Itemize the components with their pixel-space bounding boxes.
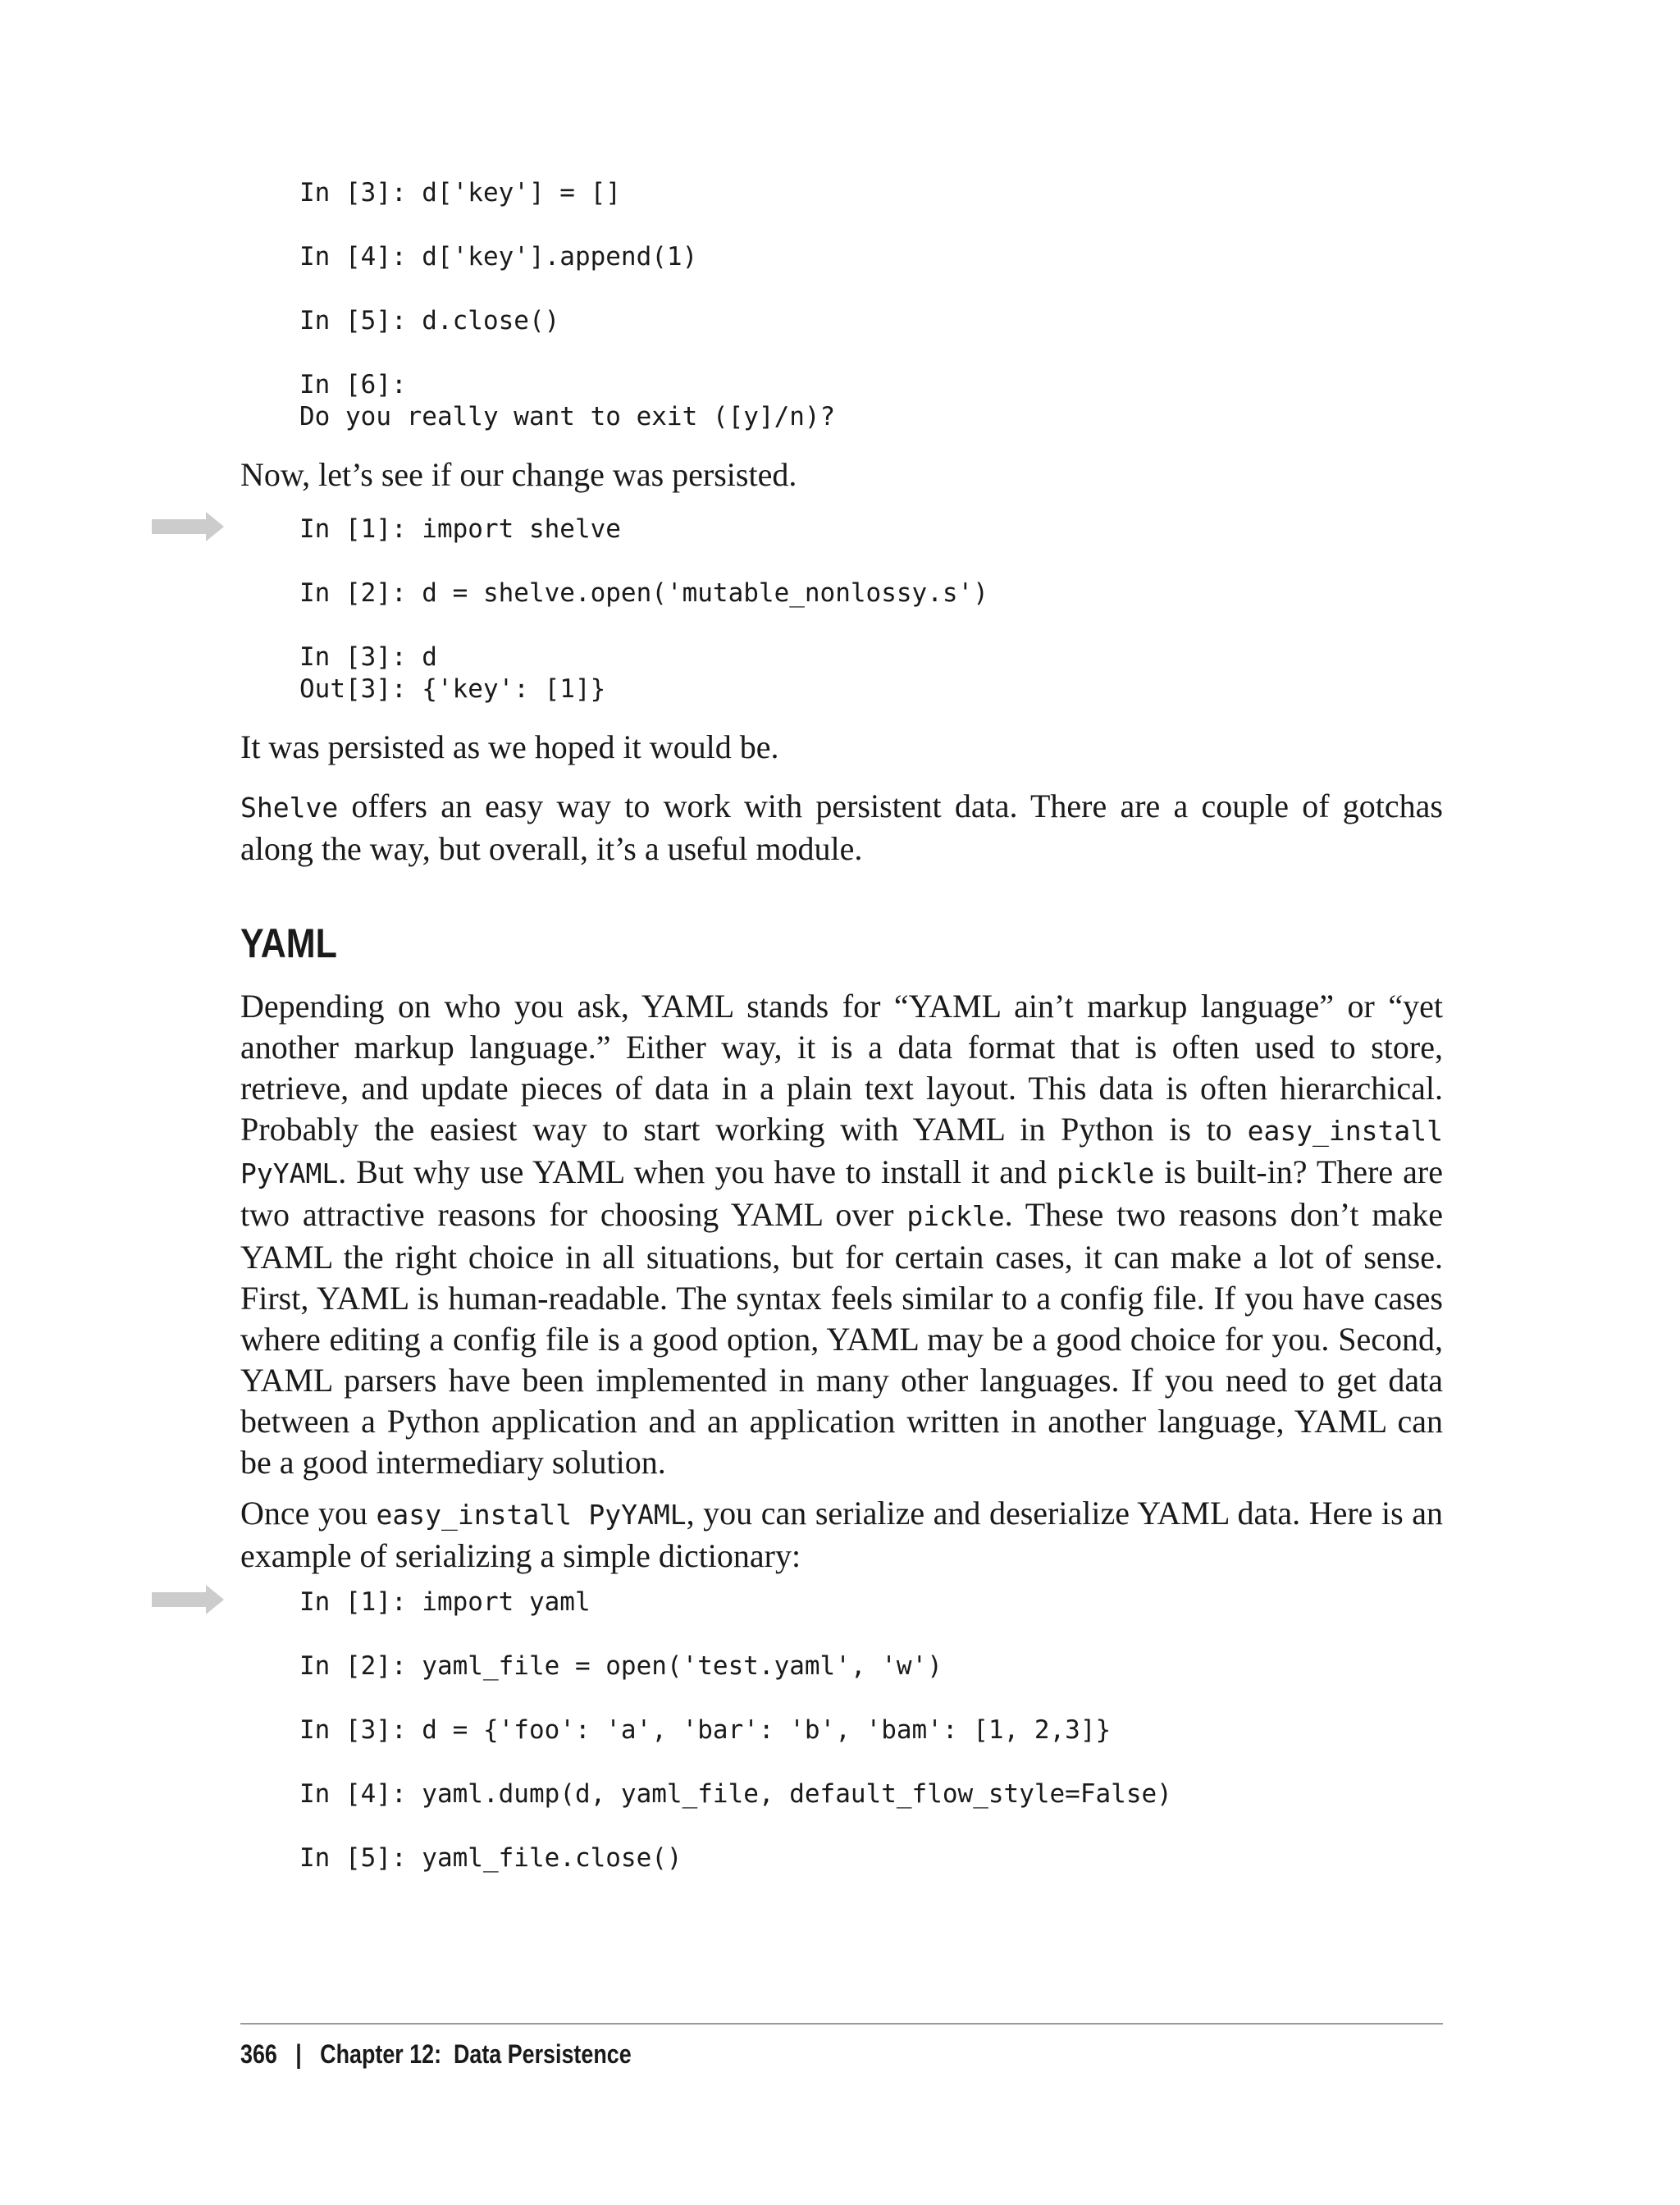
- paragraph-text: . These two reasons don’t make YAML the right choice in all situations, but for certain cases, it can make a lot of sense. First, YAML is human-readable. The syntax feels similar to a config file. If you have cases where editing a config file is a good option, YAML may be a good choice for you. Second, YAML parsers have been implemented in many other languages. If you need to get data between a Python application and an application written in another language, YAML can be a good intermediary solution.: [240, 1196, 1443, 1481]
- code-line: In [3]: d: [299, 642, 437, 672]
- arrow-right-icon: [152, 1585, 224, 1614]
- paragraph-persisted: It was persisted as we hoped it would be.: [240, 728, 779, 765]
- arrow-right-icon: [152, 512, 224, 541]
- code-line: In [4]: yaml.dump(d, yaml_file, default_flow_style=False): [299, 1779, 1172, 1809]
- paragraph-shelve-summary: [240, 786, 1443, 870]
- code-line: In [5]: yaml_file.close(): [299, 1843, 682, 1873]
- paragraph-text: , you can serialize and deserialize YAML data. Here is an example of serializing a simple dictionary:: [240, 1495, 1443, 1574]
- page-footer: [240, 2038, 632, 2070]
- paragraph-text: offers an easy way to work with persistent data. There are a couple of gotchas along the way, but overall, it’s a useful module.: [240, 788, 1443, 867]
- code-block-2: [299, 514, 988, 705]
- code-line: In [4]: d['key'].append(1): [299, 242, 698, 272]
- code-block-3: [299, 1586, 1172, 1874]
- inline-code: pickle: [906, 1200, 1005, 1232]
- code-line: In [5]: d.close(): [299, 306, 560, 336]
- code-line: In [6]:: [299, 370, 407, 399]
- code-line: In [3]: d['key'] = []: [299, 178, 621, 208]
- paragraph-text: is built-in? There are two attractive reasons for choosing YAML over: [240, 1153, 1444, 1233]
- code-line: Out[3]: {'key': [1]}: [299, 674, 606, 704]
- code-line: In [2]: d = shelve.open('mutable_nonlossy.s'): [299, 578, 988, 608]
- paragraph-text: Once you: [240, 1495, 377, 1532]
- code-block-1: [299, 177, 835, 433]
- footer-rule: [240, 2023, 1443, 2025]
- inline-code: pickle: [1057, 1157, 1155, 1189]
- paragraph-text: . But why use YAML when you have to install it and: [338, 1153, 1057, 1190]
- code-line: Do you really want to exit ([y]/n)?: [299, 402, 836, 431]
- inline-code: easy_install PyYAML: [240, 1115, 1443, 1189]
- paragraph-yaml-example: [240, 1493, 1443, 1577]
- code-line: In [1]: import shelve: [299, 514, 621, 544]
- paragraph-yaml-intro: [240, 986, 1443, 1483]
- paragraph-text: Depending on who you ask, YAML stands for “YAML ain’t markup language” or “yet another markup language.” Either way, it is a data format that is often used to store, retrieve, and update pieces of data in a plain text layout. This data is often hierarchical. Probably the easiest way to start working with YAML in Python is to: [240, 988, 1443, 1148]
- section-heading: YAML: [240, 920, 337, 966]
- code-line: In [3]: d = {'foo': 'a', 'bar': 'b', 'bam': [1, 2,3]}: [299, 1715, 1112, 1745]
- paragraph-persist-check: Now, let’s see if our change was persisted.: [240, 456, 797, 493]
- inline-code: easy_install PyYAML: [376, 1499, 687, 1531]
- footer-separator: |: [295, 2039, 302, 2069]
- chapter-title: Chapter 12: Data Persistence: [320, 2039, 632, 2069]
- inline-code: Shelve: [240, 792, 339, 824]
- code-line: In [2]: yaml_file = open('test.yaml', 'w'): [299, 1651, 943, 1681]
- page-number: 366: [240, 2039, 277, 2069]
- code-line: In [1]: import yaml: [299, 1587, 591, 1617]
